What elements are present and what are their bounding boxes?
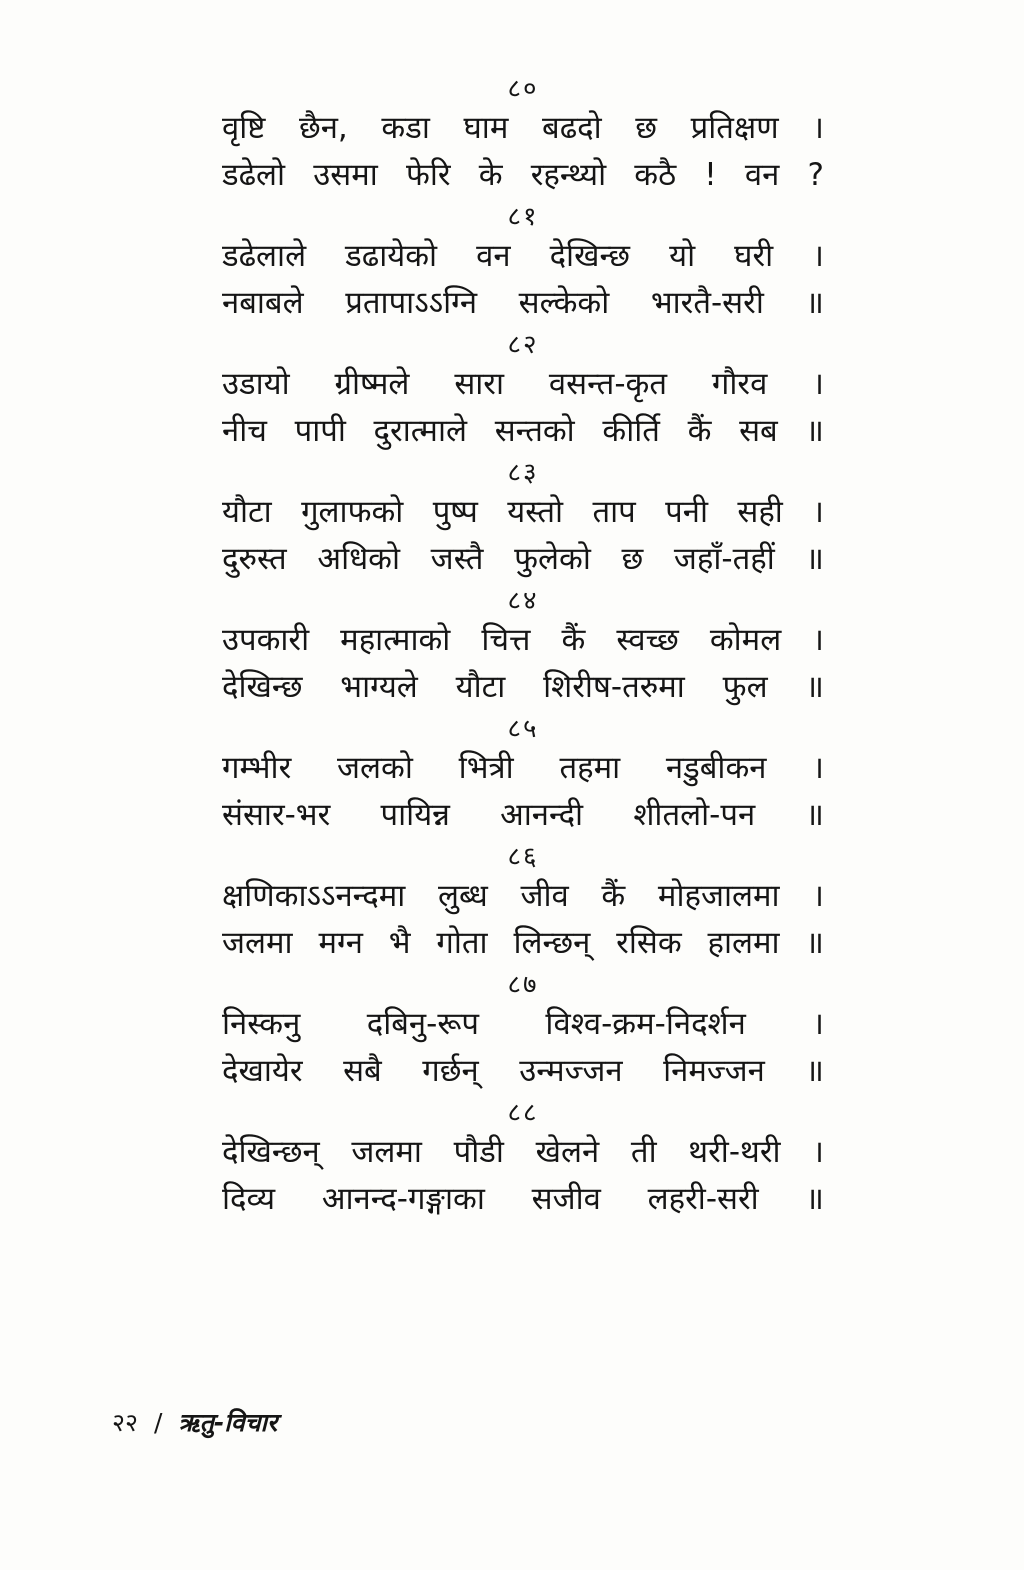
verse-line: देखिन्छ भाग्यले यौटा शिरीष-तरुमा फुल ॥ — [222, 669, 824, 705]
footer-separator: / — [153, 1408, 163, 1437]
verse-number: ८० — [507, 74, 539, 104]
stanza — [222, 968, 824, 1096]
verse-line: यौटा गुलाफको पुष्प यस्तो ताप पनी सही । — [222, 494, 824, 530]
verse-line: देखायेर सबै गर्छन् उन्मज्जन निमज्जन ॥ — [222, 1053, 824, 1089]
book-title: ऋतु-विचार — [178, 1408, 278, 1437]
verse-number: ८४ — [507, 586, 539, 616]
verse-line: संसार-भर पायिन्न आनन्दी शीतलो-पन ॥ — [222, 797, 824, 833]
verse-number: ८७ — [507, 970, 539, 1000]
verse-line: उडायो ग्रीष्मले सारा वसन्त-कृत गौरव । — [222, 366, 824, 402]
verse-line: दिव्य आनन्द-गङ्गाका सजीव लहरी-सरी ॥ — [222, 1181, 824, 1217]
stanza — [222, 456, 824, 584]
verse-line: डढेलाले डढायेको वन देखिन्छ यो घरी । — [222, 238, 824, 274]
stanza — [222, 712, 824, 840]
poem-body — [222, 72, 824, 1224]
verse-line: क्षणिकाऽऽनन्दमा लुब्ध जीव कैं मोहजालमा । — [222, 878, 824, 914]
page-number: २२ — [112, 1408, 139, 1437]
page-footer — [112, 1406, 277, 1440]
stanza — [222, 72, 824, 200]
verse-line: डढेलो उसमा फेरि के रहन्थ्यो कठै ! वन ? — [222, 157, 824, 193]
verse-line: गम्भीर जलको भित्री तहमा नडुबीकन । — [222, 750, 824, 786]
verse-number: ८८ — [507, 1098, 539, 1128]
verse-line: देखिन्छन् जलमा पौडी खेलने ती थरी-थरी । — [222, 1134, 824, 1170]
verse-number: ८३ — [507, 458, 539, 488]
verse-line: निस्कनु दबिनु-रूप विश्व-क्रम-निदर्शन । — [222, 1006, 824, 1042]
verse-line: दुरुस्त अधिको जस्तै फुलेको छ जहाँ-तहीं ॥ — [222, 541, 824, 577]
verse-number: ८२ — [507, 330, 539, 360]
verse-number: ८५ — [507, 714, 539, 744]
verse-line: नीच पापी दुरात्माले सन्तको कीर्ति कैं सब ॥ — [222, 413, 824, 449]
stanza — [222, 1096, 824, 1224]
verse-line: जलमा मग्न भै गोता लिन्छन् रसिक हालमा ॥ — [222, 925, 824, 961]
verse-number: ८१ — [507, 202, 539, 232]
stanza — [222, 200, 824, 328]
verse-line: वृष्टि छैन, कडा घाम बढदो छ प्रतिक्षण । — [222, 110, 824, 146]
stanza — [222, 840, 824, 968]
stanza — [222, 584, 824, 712]
stanza — [222, 328, 824, 456]
verse-line: नबाबले प्रतापाऽऽग्नि सल्केको भारतै-सरी ॥ — [222, 285, 824, 321]
verse-line: उपकारी महात्माको चित्त कैं स्वच्छ कोमल । — [222, 622, 824, 658]
verse-number: ८६ — [507, 842, 539, 872]
